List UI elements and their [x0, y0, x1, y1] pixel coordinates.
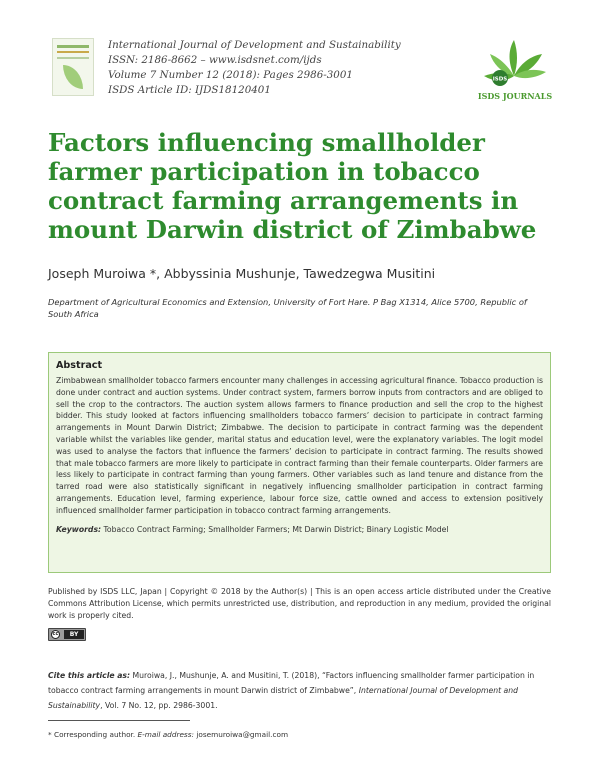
article-id: ISDS Article ID: IJDS18120401	[108, 84, 271, 96]
citation-block	[48, 668, 551, 713]
by-icon: BY	[64, 630, 84, 639]
journal-cover-thumbnail	[52, 38, 94, 96]
article-title: Factors influencing smallholder farmer participation in tobacco contract farming arrangements in mount Darwin district of Zimbabwe	[48, 128, 537, 244]
citation-text: Muroiwa, J., Mushunje, A. and Musitini, T. (2018), “Factors influencing smallholder farmer participation in tobacco contract farming arrangements in mount Darwin district of Zimbabwe”,	[48, 671, 535, 695]
author-list: Joseph Muroiwa *, Abbyssinia Mushunje, Tawedzegwa Musitini	[48, 266, 436, 281]
journal-volume: Volume 7 Number 12 (2018): Pages 2986-3001	[108, 69, 353, 81]
logo-label: ISDS JOURNALS	[477, 91, 553, 101]
citation-tail: , Vol. 7 No. 12, pp. 2986-3001.	[100, 701, 218, 710]
journal-info	[108, 38, 408, 98]
journal-issn[interactable]: ISSN: 2186-8662 – www.isdsnet.com/ijds	[108, 54, 322, 66]
keywords-text: Tobacco Contract Farming; Smallholder Farmers; Mt Darwin District; Binary Logistic Model	[103, 524, 449, 534]
abstract-text: Zimbabwean smallholder tobacco farmers encounter many challenges in accessing agricultural finance. Tobacco production is done under contract and auction systems. Under contract system, farmers borrow inputs from contractors and are obliged to sell the crop to the contractors. The auction system allows farmers to finance production and sell the crop to the highest bidder. This study looked at factors influencing smallholders tobacco farmers’ decision to participate in contract farming arrangements in Mount Darwin District; Zimbabwe. The decision to participate in contract farming was the dependent variable whilst the variables like gender, marital status and education level, were the explanatory variables. The logit model was used to analyse the factors that influence the farmers’ decision to participate in contract farming. The results showed that male tobacco farmers are more likely to participate in contract farming than their female counterparts. Older farmers are less likely to participate in contract farming than young farmers. Other variables such as land tenure and distance from the tarred road were also statistically significant in negatively influencing smallholder participation in contract farming arrangements. Education level, farming experience, labour force size, cattle owned and access to extension positively influenced smallholder farmer participation in tobacco contract farming arrangements.	[56, 376, 543, 515]
svg-text:ISDS: ISDS	[492, 76, 508, 83]
citation-label: Cite this article as:	[48, 671, 131, 680]
cc-by-license-badge[interactable]	[48, 628, 86, 641]
keywords-label: Keywords:	[56, 524, 102, 534]
footnote-divider	[48, 720, 190, 721]
abstract-heading: Abstract	[56, 360, 103, 371]
footnote	[48, 730, 551, 740]
email-label: E-mail address:	[137, 730, 194, 739]
email-address[interactable]: josemuroiwa@gmail.com	[196, 730, 289, 739]
author-affiliation: Department of Agricultural Economics and Extension, University of Fort Hare. P Bag X1314, Alice 5700, Republic of South Africa	[48, 297, 527, 319]
keywords-line	[56, 524, 543, 535]
footnote-prefix: * Corresponding author.	[48, 730, 136, 739]
cc-icon: cc	[52, 631, 59, 637]
abstract-box	[48, 352, 551, 573]
journal-name: International Journal of Development and Sustainability	[108, 39, 401, 51]
publisher-note: Published by ISDS LLC, Japan | Copyright © 2018 by the Author(s) | This is an open access article distributed under the Creative Commons Attribution License, which permits unrestricted use, distribution, and reproduction in any medium, provided the original work is properly cited.	[48, 587, 551, 621]
citation-journal: International Journal of Development and Sustainability	[48, 686, 519, 710]
